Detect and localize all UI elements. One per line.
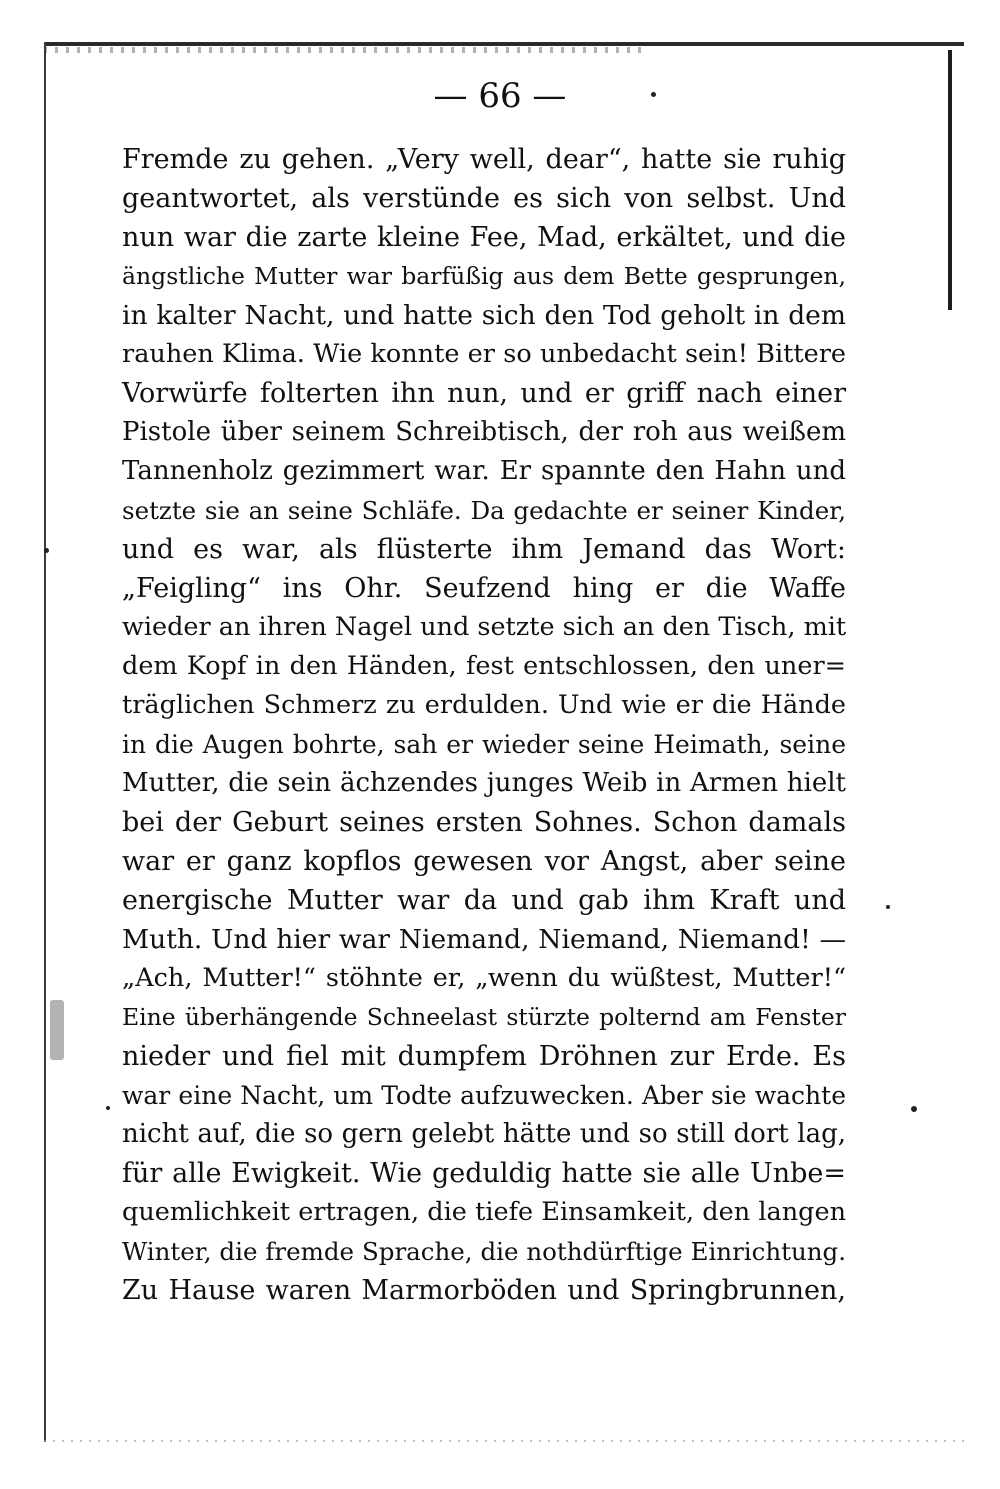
text-line: ängstliche Mutter war barfüßig aus dem Bette gesprungen, [122,262,846,290]
text-line: Mutter, die sein ächzendes junges Weib in Armen hielt [122,768,846,798]
text-line: nun war die zarte kleine Fee, Mad, erkältet, und die [122,222,846,253]
ink-speck [44,548,49,553]
text-line: rauhen Klima. Wie konnte er so unbedacht sein! Bittere [122,339,846,369]
text-line: Pistole über seinem Schreibtisch, der roh aus weißem [122,417,846,447]
text-line: bei der Geburt seines ersten Sohnes. Schon damals [122,807,846,838]
text-line: war eine Nacht, um Todte aufzuwecken. Aber sie wachte [122,1081,846,1110]
page-left-edge [44,42,46,1442]
body-text [122,140,846,1310]
text-line: Winter, die fremde Sprache, die nothdürftige Einrichtung. [122,1237,846,1266]
page-bottom-edge [44,1440,964,1442]
text-line: Eine überhängende Schneelast stürzte polternd am Fenster [122,1003,846,1031]
text-line: träglichen Schmerz zu erdulden. Und wie er die Hände [122,690,846,720]
page-top-edge [44,42,964,46]
text-line: energische Mutter war da und gab ihm Kraft und [122,885,846,916]
text-line: quemlichkeit ertragen, die tiefe Einsamkeit, den langen [122,1197,846,1227]
text-line: Vorwürfe folterten ihn nun, und er griff nach einer [122,378,846,409]
text-line: „Feigling“ ins Ohr. Seufzend hing er die Waffe [122,573,846,604]
text-line: Zu Hause waren Marmorböden und Springbrunnen, [122,1275,846,1306]
text-line: in die Augen bohrte, sah er wieder seine Heimath, seine [122,730,846,759]
text-line: Fremde zu gehen. „Very well, dear“, hatte sie ruhig [122,144,846,175]
ink-speck [886,905,890,909]
text-line: für alle Ewigkeit. Wie geduldig hatte sie alle Unbe= [122,1158,846,1189]
text-line: und es war, als flüsterte ihm Jemand das Wort: [122,534,846,565]
ink-speck [50,1000,64,1060]
page-number: — 66 — [433,76,567,116]
text-line: Muth. Und hier war Niemand, Niemand, Niemand! — [122,924,846,955]
text-line: „Ach, Mutter!“ stöhnte er, „wenn du wüßtest, Mutter!“ [122,963,846,993]
ink-speck [106,1106,110,1110]
text-line: setzte sie an seine Schläfe. Da gedachte er seiner Kinder, [122,496,846,525]
page-top-speckle [44,47,644,53]
text-line: dem Kopf in den Händen, fest entschlossen, den uner= [122,651,846,681]
text-line: Tannenholz gezimmert war. Er spannte den Hahn und [122,456,846,486]
text-line: nicht auf, die so gern gelebt hätte und so still dort lag, [122,1119,846,1149]
text-line: geantwortet, als verstünde es sich von selbst. Und [122,183,846,214]
ink-speck [911,1106,917,1112]
text-line: nieder und fiel mit dumpfem Dröhnen zur Erde. Es [122,1041,846,1072]
text-line: wieder an ihren Nagel und setzte sich an den Tisch, mit [122,612,847,642]
text-line: in kalter Nacht, und hatte sich den Tod geholt in dem [122,300,846,331]
text-line: war er ganz kopflos gewesen vor Angst, aber seine [122,846,846,877]
